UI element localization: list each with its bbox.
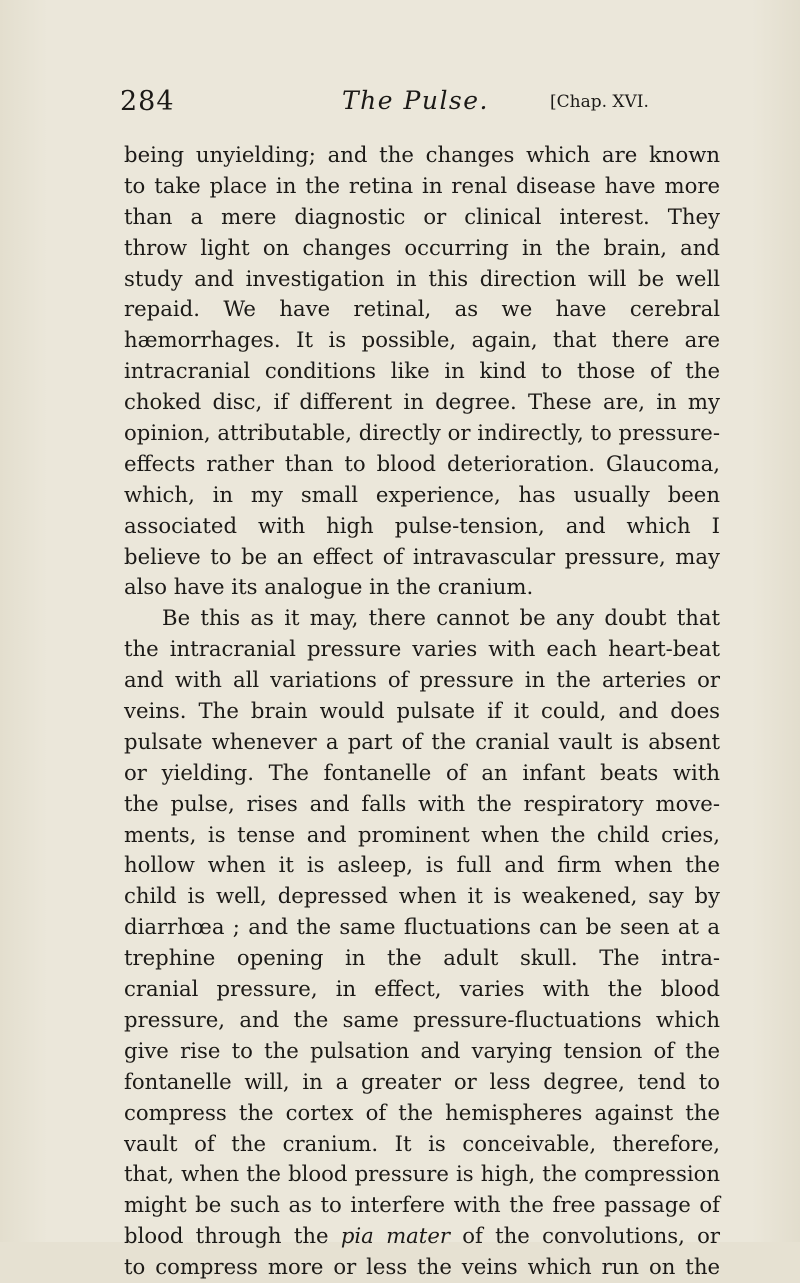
text-fragment: blood through the [124, 1223, 329, 1249]
text-line: throw light on changes occurring in the brain, and [124, 234, 720, 260]
text-line: veins. The brain would pulsate if it could, and does [124, 698, 720, 724]
text-line: hollow when it is asleep, is full and firm when the [124, 852, 720, 878]
text-line: might be such as to interfere with the free passage of [124, 1192, 720, 1218]
text-line: being unyielding; and the changes which are known [124, 142, 720, 167]
text-line: ments, is tense and prominent when the child cries, [124, 821, 720, 847]
text-line: which, in my small experience, has usually been [124, 481, 720, 507]
text-line: and with all variations of pressure in the arteries or [124, 667, 720, 693]
text-line: give rise to the pulsation and varying tension of the [124, 1037, 720, 1063]
text-line: or yielding. The fontanelle of an infant beats with [124, 759, 720, 785]
text-line: to compress more or less the veins which run on the [124, 1254, 720, 1280]
paragraph-start: Be this as it may, there cannot be any doubt that [162, 605, 720, 631]
text-line: also have its analogue in the cranium. [124, 574, 534, 600]
text-line: cranial pressure, in effect, varies with the blood [124, 976, 720, 1002]
text-line: diarrhœa ; and the same fluctuations can be seen at a [124, 914, 720, 940]
text-line: to take place in the retina in renal disease have more [124, 172, 720, 198]
body-text [124, 140, 720, 1283]
text-line: effects rather than to blood deterioration. Glaucoma, [124, 450, 720, 476]
text-line: pressure, and the same pressure-fluctuations which [124, 1006, 720, 1032]
text-line: the intracranial pressure varies with each heart-beat [124, 636, 720, 662]
text-line: fontanelle will, in a greater or less degree, tend to [124, 1068, 720, 1094]
text-line: repaid. We have retinal, as we have cerebral [124, 296, 720, 322]
running-title: The Pulse. [342, 86, 490, 115]
italic-term: pia mater [340, 1223, 450, 1249]
text-fragment: of the convolutions, or [462, 1223, 720, 1249]
text-line: hæmorrhages. It is possible, again, that there are [124, 327, 720, 353]
text-line: associated with high pulse-tension, and which I [124, 512, 720, 538]
text-line: that, when the blood pressure is high, the compression [124, 1161, 720, 1187]
text-line: opinion, attributable, directly or indirectly, to pressure- [124, 420, 720, 446]
running-header [120, 86, 760, 126]
text-line: child is well, depressed when it is weakened, say by [124, 883, 720, 909]
text-line: compress the cortex of the hemispheres against the [124, 1099, 720, 1125]
text-line: intracranial conditions like in kind to those of the [124, 358, 720, 384]
text-line: believe to be an effect of intravascular pressure, may [124, 543, 720, 569]
text-line: the pulse, rises and falls with the respiratory move- [124, 790, 720, 816]
text-line-with-italic [124, 1221, 720, 1252]
text-line: study and investigation in this direction will be well [124, 265, 720, 291]
page-number: 284 [120, 86, 175, 117]
chapter-label: [Chap. XVI. [550, 92, 649, 112]
text-line: vault of the cranium. It is conceivable, therefore, [124, 1130, 720, 1156]
text-line: choked disc, if different in degree. These are, in my [124, 389, 720, 415]
text-line: trephine opening in the adult skull. The intra- [124, 945, 720, 971]
text-line: pulsate whenever a part of the cranial vault is absent [124, 728, 720, 754]
text-line: than a mere diagnostic or clinical interest. They [124, 203, 720, 229]
